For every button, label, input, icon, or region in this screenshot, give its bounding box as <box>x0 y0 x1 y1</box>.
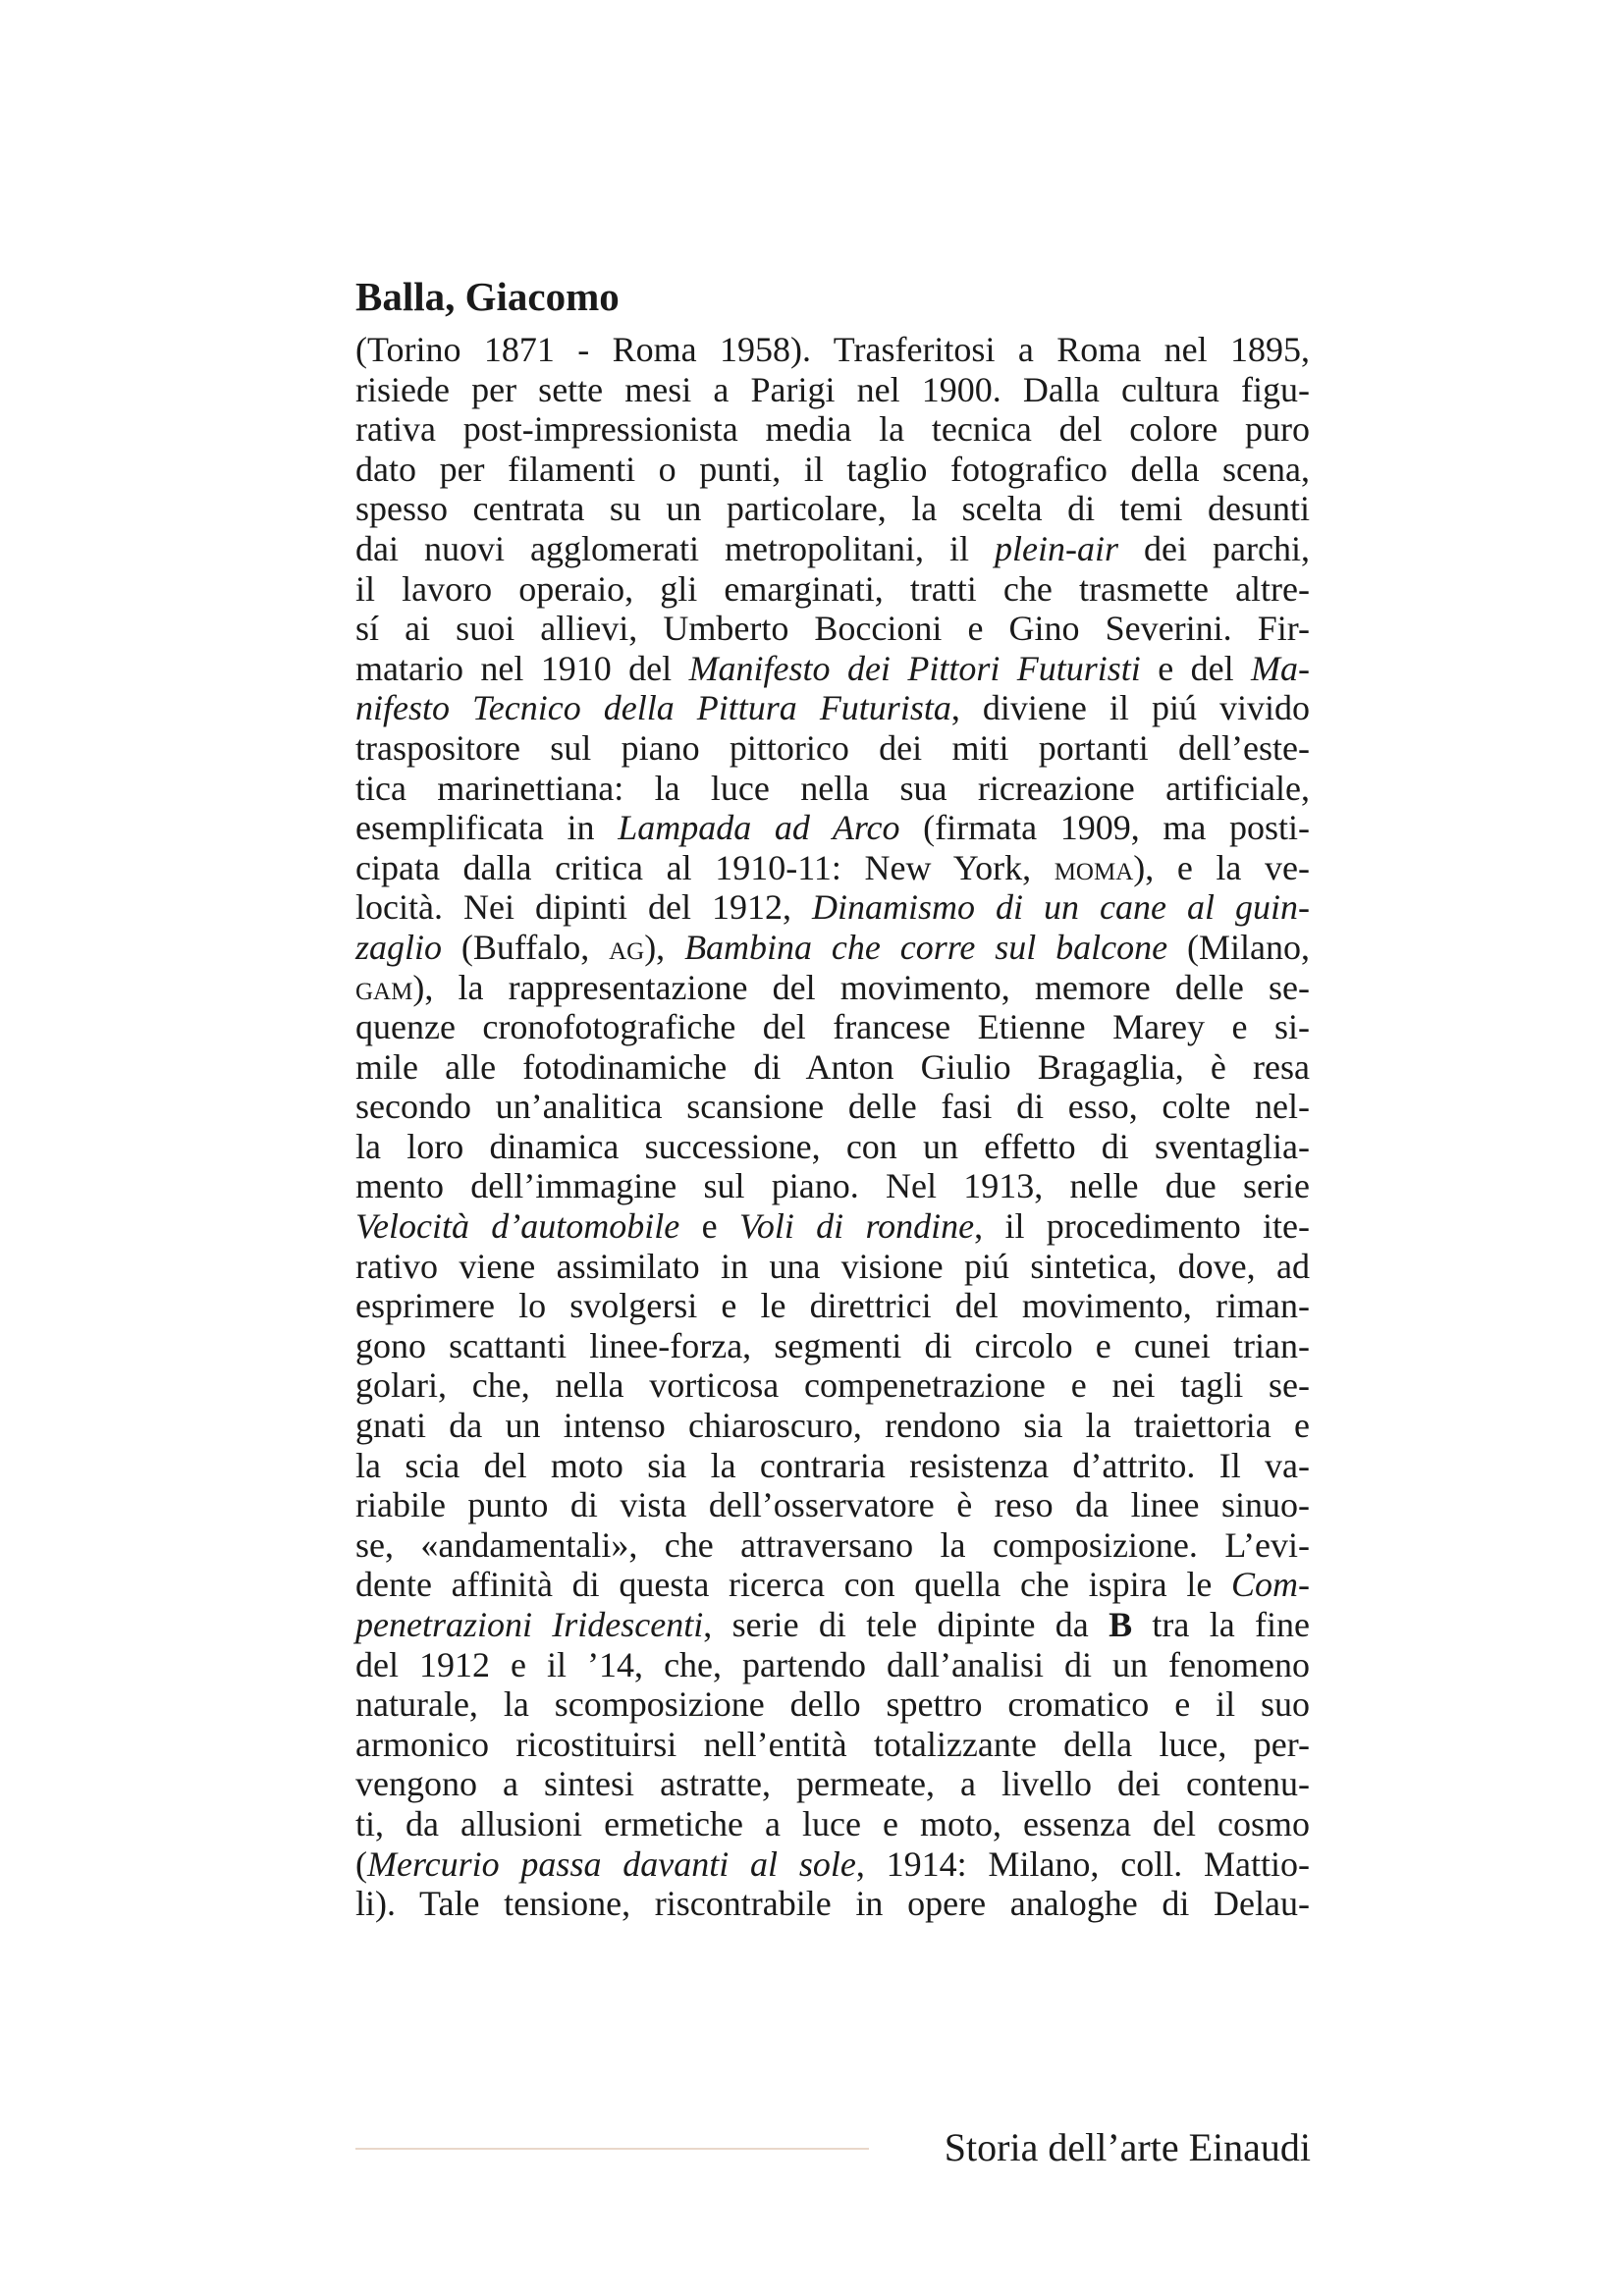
text-segment: sí ai suoi allievi, Umberto Boccioni e Gino Severini. Fir- <box>355 609 1310 649</box>
italic-text: Bambina che corre sul balcone <box>684 927 1168 967</box>
text-segment: tra la fine <box>1132 1605 1310 1644</box>
text-segment: il lavoro operaio, gli emarginati, tratti che trasmette altre- <box>355 568 1310 609</box>
italic-text: Voli di rondine <box>738 1206 975 1247</box>
body-line <box>355 887 1310 928</box>
body-line <box>355 1844 1310 1885</box>
body-line <box>355 1406 1310 1446</box>
text-segment: dato per filamenti o punti, il taglio fotografico della scena, <box>355 449 1310 489</box>
italic-text: penetrazioni Iridescenti <box>355 1605 704 1644</box>
italic-text: Mercurio passa davanti al sole <box>367 1843 856 1884</box>
bold-text: B <box>1109 1605 1133 1644</box>
body-line <box>355 1206 1310 1247</box>
body-line <box>355 609 1310 649</box>
text-segment: armonico ricostituirsi nell’entità totalizzante della luce, per- <box>355 1724 1310 1764</box>
body-line <box>355 1127 1310 1167</box>
text-segment: dai nuovi agglomerati metropolitani, il <box>355 528 996 568</box>
small-caps-text: gam <box>355 967 413 1007</box>
text-segment: ), <box>644 927 685 967</box>
text-segment: (Torino 1871 - Roma 1958). Trasferitosi a Roma nel 1895, <box>355 330 1310 369</box>
body-line <box>355 409 1310 450</box>
body-line <box>355 728 1310 769</box>
text-segment: golari, che, nella vorticosa compenetrazione e nei tagli se- <box>355 1365 1310 1406</box>
body-line <box>355 1884 1310 1924</box>
body-line <box>355 1684 1310 1725</box>
text-segment: risiede per sette mesi a Parigi nel 1900. Dalla cultura figu- <box>355 369 1310 409</box>
body-line <box>355 1605 1310 1645</box>
body-line <box>355 1485 1310 1525</box>
italic-text: Com- <box>1231 1565 1310 1605</box>
text-segment: dei parchi, <box>1118 528 1311 568</box>
body-line <box>355 1764 1310 1804</box>
text-segment: , diviene il piú vivido <box>950 688 1310 728</box>
text-segment: e del <box>1140 648 1251 688</box>
body-line <box>355 1446 1310 1486</box>
body-line <box>355 1565 1310 1605</box>
text-segment: quenze cronofotografiche del francese Etienne Marey e si- <box>355 1007 1310 1047</box>
text-segment: (firmata 1909, ma posti- <box>899 808 1311 848</box>
body-line <box>355 1047 1310 1088</box>
text-segment: (Milano, <box>1167 927 1310 967</box>
text-segment: ), e la ve- <box>1133 847 1310 887</box>
italic-text: plein-air <box>995 528 1119 568</box>
text-segment: e <box>679 1206 739 1247</box>
body-line <box>355 1247 1310 1287</box>
body-line <box>355 1326 1310 1366</box>
italic-text: Velocità d’automobile <box>355 1206 680 1247</box>
body-line <box>355 1007 1310 1047</box>
italic-text: Ma- <box>1251 648 1310 688</box>
text-segment: rativo viene assimilato in una visione piú sintetica, dove, ad <box>355 1246 1310 1286</box>
text-segment: spesso centrata su un particolare, la scelta di temi desunti <box>355 489 1310 529</box>
entry-body <box>355 330 1310 1924</box>
body-line <box>355 330 1310 370</box>
italic-text: Manifesto dei Pittori Futuristi <box>688 648 1141 688</box>
body-line <box>355 489 1310 529</box>
body-line <box>355 968 1310 1008</box>
text-segment: gono scattanti linee-forza, segmenti di circolo e cunei trian- <box>355 1325 1310 1365</box>
text-segment: ( <box>355 1843 367 1884</box>
small-caps-text: moma <box>1054 847 1134 887</box>
body-line <box>355 808 1310 848</box>
body-line <box>355 688 1310 728</box>
footer-label: Storia dell’arte Einaudi <box>944 2125 1311 2169</box>
text-segment: cipata dalla critica al 1910-11: New York, <box>355 847 1055 887</box>
text-segment: del 1912 e il ’14, che, partendo dall’analisi di un fenomeno <box>355 1644 1310 1684</box>
body-line <box>355 928 1310 968</box>
body-line <box>355 1087 1310 1127</box>
body-line <box>355 1525 1310 1566</box>
body-line <box>355 370 1310 410</box>
text-segment: secondo un’analitica scansione delle fasi di esso, colte nel- <box>355 1087 1310 1127</box>
body-line <box>355 1286 1310 1326</box>
text-segment: traspositore sul piano pittorico dei miti portanti dell’este- <box>355 727 1310 768</box>
text-segment: mile alle fotodinamiche di Anton Giulio Bragaglia, è resa <box>355 1046 1310 1087</box>
body-line <box>355 1804 1310 1844</box>
text-segment: li). Tale tensione, riscontrabile in opere analoghe di Delau- <box>355 1884 1310 1924</box>
italic-text: Dinamismo di un cane al guin- <box>811 887 1310 928</box>
text-segment: mento dell’immagine sul piano. Nel 1913, nelle due serie <box>355 1166 1310 1206</box>
text-segment: , serie di tele dipinte da <box>703 1605 1109 1644</box>
body-line <box>355 450 1310 490</box>
text-segment: tica marinettiana: la luce nella sua ricreazione artificiale, <box>355 768 1310 808</box>
italic-text: zaglio <box>355 927 443 967</box>
text-segment: la scia del moto sia la contraria resistenza d’attrito. Il va- <box>355 1445 1310 1485</box>
body-line <box>355 1365 1310 1406</box>
body-line <box>355 769 1310 809</box>
text-segment: vengono a sintesi astratte, permeate, a livello dei contenu- <box>355 1764 1310 1804</box>
text-segment: (Buffalo, <box>442 927 610 967</box>
text-segment: locità. Nei dipinti del 1912, <box>355 887 812 928</box>
entry-title: Balla, Giacomo <box>355 274 620 319</box>
text-segment: matario nel 1910 del <box>355 648 689 688</box>
text-segment: , il procedimento ite- <box>974 1206 1310 1247</box>
text-segment: ), la rappresentazione del movimento, memore delle se- <box>412 967 1310 1007</box>
small-caps-text: ag <box>609 927 645 967</box>
text-segment: , 1914: Milano, coll. Mattio- <box>855 1843 1310 1884</box>
italic-text: Lampada ad Arco <box>618 808 900 848</box>
body-line <box>355 649 1310 689</box>
text-segment: la loro dinamica successione, con un effetto di sventaglia- <box>355 1126 1310 1166</box>
body-line <box>355 1725 1310 1765</box>
body-line <box>355 1645 1310 1685</box>
body-line <box>355 569 1310 610</box>
body-line <box>355 848 1310 888</box>
text-segment: riabile punto di vista dell’osservatore è reso da linee sinuo- <box>355 1485 1310 1525</box>
text-segment: ti, da allusioni ermetiche a luce e moto, essenza del cosmo <box>355 1803 1310 1843</box>
body-line <box>355 1166 1310 1206</box>
text-segment: esemplificata in <box>355 808 619 848</box>
body-line <box>355 529 1310 569</box>
text-segment: gnati da un intenso chiaroscuro, rendono sia la traiettoria e <box>355 1406 1310 1446</box>
text-segment: naturale, la scomposizione dello spettro cromatico e il suo <box>355 1684 1310 1725</box>
text-segment: esprimere lo svolgersi e le direttrici del movimento, riman- <box>355 1286 1310 1326</box>
text-segment: rativa post-impressionista media la tecnica del colore puro <box>355 409 1310 450</box>
text-segment: se, «andamentali», che attraversano la composizione. L’evi- <box>355 1524 1310 1565</box>
text-segment: dente affinità di questa ricerca con quella che ispira le <box>355 1565 1231 1605</box>
footer-rule <box>355 2148 869 2150</box>
italic-text: nifesto Tecnico della Pittura Futurista <box>355 688 951 728</box>
